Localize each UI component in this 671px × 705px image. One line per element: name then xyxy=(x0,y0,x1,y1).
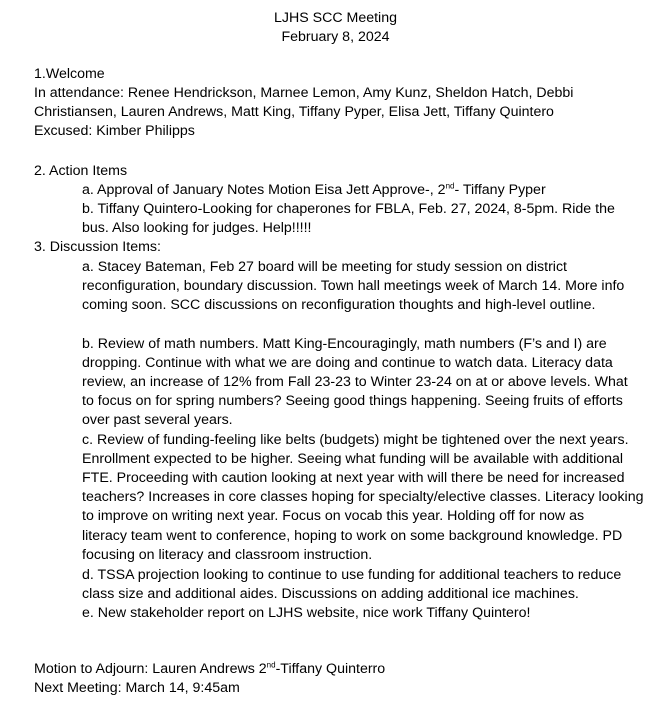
discussion-a-line-3: coming soon. SCC discussions on reconfiguration thoughts and high-level outline. xyxy=(82,297,596,313)
excused-line: Excused: Kimber Philipps xyxy=(34,123,195,139)
adjourn-text: Motion to Adjourn: Lauren Andrews 2 xyxy=(34,661,267,677)
welcome-heading: 1.Welcome xyxy=(34,66,105,82)
discussion-c-line-7: focusing on literacy and classroom instruction. xyxy=(82,547,373,563)
discussion-b-line-3: review, an increase of 12% from Fall 23-23 to Winter 23-24 on at or above levels. What xyxy=(82,374,628,390)
action-items-heading: 2. Action Items xyxy=(34,163,128,179)
discussion-c-line-2: Enrollment expected to be higher. Seeing what funding will be available with additional xyxy=(82,451,624,467)
discussion-c-line-1: c. Review of funding-feeling like belts (budgets) might be tightened over the next years. xyxy=(82,432,629,448)
discussion-c-line-3: FTE. Proceeding with caution looking at next year with will there be need for increased xyxy=(82,470,625,486)
adjourn-line xyxy=(34,660,385,679)
discussion-e-line: e. New stakeholder report on LJHS website, nice work Tiffany Quintero! xyxy=(82,605,531,621)
discussion-a-line-1: a. Stacey Bateman, Feb 27 board will be meeting for study session on district xyxy=(82,259,567,275)
action-item-b-line-2: bus. Also looking for judges. Help!!!!! xyxy=(82,220,312,236)
discussion-b-line-2: dropping. Continue with what we are doing and continue to watch data. Literacy data xyxy=(82,355,613,371)
action-item-a-seconder: - Tiffany Pyper xyxy=(454,182,546,198)
next-meeting-line: Next Meeting: March 14, 9:45am xyxy=(34,680,240,696)
action-item-a-text: a. Approval of January Notes Motion Eisa Jett Approve-, 2 xyxy=(82,182,446,198)
attendance-line-1: In attendance: Renee Hendrickson, Marnee Lemon, Amy Kunz, Sheldon Hatch, Debbi xyxy=(34,85,574,101)
attendance-line-2: Christiansen, Lauren Andrews, Matt King, Tiffany Pyper, Elisa Jett, Tiffany Quintero xyxy=(34,104,554,120)
discussion-heading: 3. Discussion Items: xyxy=(34,239,161,255)
discussion-d-line-2: class size and additional aides. Discussions on adding additional ice machines. xyxy=(82,586,579,602)
document-date: February 8, 2024 xyxy=(281,29,390,45)
adjourn-seconder: -Tiffany Quinterro xyxy=(275,661,386,677)
discussion-b-line-4: to focus on for spring numbers? Seeing good things happening. Seeing fruits of efforts xyxy=(82,393,623,409)
document-title: LJHS SCC Meeting xyxy=(273,10,397,26)
discussion-c-line-5: to improve on writing next year. Focus on vocab this year. Holding off for now as xyxy=(82,508,585,524)
action-item-b-line-1: b. Tiffany Quintero-Looking for chaperones for FBLA, Feb. 27, 2024, 8-5pm. Ride the xyxy=(82,201,615,217)
discussion-b-line-5: over past several years. xyxy=(82,412,233,428)
discussion-a-line-2: reconfiguration, boundary discussion. Town hall meetings week of March 14. More info xyxy=(82,278,625,294)
action-item-a xyxy=(82,181,546,200)
ordinal-suffix: nd xyxy=(266,660,276,670)
discussion-c-line-6: literacy team went to conference, hoping to work on some background knowledge. PD xyxy=(82,528,623,544)
discussion-c-line-4: teachers? Increases in core classes hoping for specialty/elective classes. Literacy looking xyxy=(82,489,644,505)
discussion-d-line-1: d. TSSA projection looking to continue to use funding for additional teachers to reduce xyxy=(82,567,622,583)
ordinal-suffix: nd xyxy=(445,181,455,191)
discussion-b-line-1: b. Review of math numbers. Matt King-Encouragingly, math numbers (F’s and I) are xyxy=(82,336,607,352)
